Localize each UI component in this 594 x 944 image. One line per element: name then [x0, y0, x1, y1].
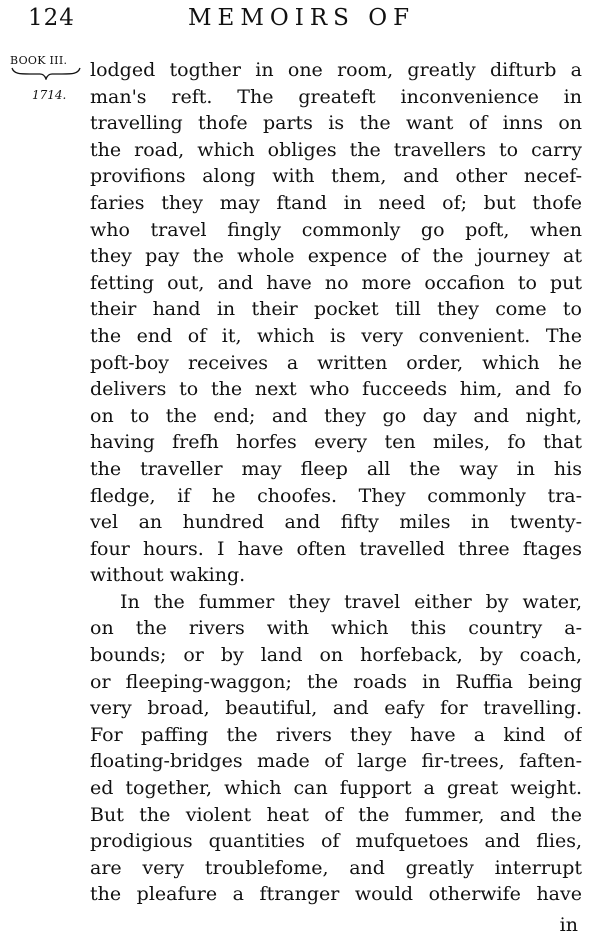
margin-note-book: BOOK III.: [10, 54, 68, 67]
text-line: vel an hundred and fifty miles in twenty-: [90, 511, 582, 534]
margin-note-year: 1714.: [32, 88, 67, 102]
text-line: faries they may ftand in need of; but thofe: [90, 191, 582, 214]
text-line: four hours. I have often travelled three ftages: [90, 537, 582, 560]
text-line: are very troublefome, and greatly interrupt: [90, 856, 582, 879]
text-line: the end of it, which is very convenient. The: [90, 324, 582, 347]
text-line: the road, which obliges the travellers to carry: [90, 138, 582, 161]
text-line: man's reft. The greateft inconvenience in: [90, 85, 582, 108]
text-line: In the fummer they travel either by water,: [120, 590, 582, 613]
text-line: travelling thofe parts is the want of inns on: [90, 112, 582, 135]
text-line: or fleeping-waggon; the roads in Ruffia being: [90, 670, 582, 693]
text-line: on to the end; and they go day and night,: [90, 404, 582, 427]
running-head-title: MEMOIRS OF: [188, 5, 416, 31]
text-line: on the rivers with which this country a-: [90, 617, 582, 640]
text-line: But the violent heat of the fummer, and the: [90, 803, 582, 826]
text-line: For paffing the rivers they have a kind of: [90, 723, 582, 746]
text-line: poft-boy receives a written order, which he: [90, 351, 582, 374]
text-line: bounds; or by land on horfeback, by coach,: [90, 644, 582, 667]
text-line: delivers to the next who fucceeds him, and fo: [90, 378, 582, 401]
catchword: in: [559, 914, 578, 936]
text-line: fledge, if he choofes. They commonly tra-: [90, 484, 582, 507]
text-line: the pleafure a ftranger would otherwife have: [90, 883, 582, 906]
text-line: the traveller may fleep all the way in his: [90, 457, 582, 480]
text-line: floating-bridges made of large fir-trees, faften-: [90, 750, 582, 773]
text-line: without waking.: [90, 564, 246, 587]
text-line: provifions along with them, and other necef-: [90, 165, 582, 188]
text-line: fetting out, and have no more occafion to put: [90, 271, 582, 294]
text-line: having frefh horfes every ten miles, fo that: [90, 431, 582, 454]
body-text: [90, 57, 582, 908]
page-number: 124: [28, 5, 75, 31]
text-line: they pay the whole expence of the journey at: [90, 245, 582, 268]
text-line: their hand in their pocket till they come to: [90, 298, 582, 321]
text-line: who travel fingly commonly go poft, when: [90, 218, 582, 241]
text-line: ed together, which can fupport a great weight.: [90, 777, 582, 800]
margin-brace-icon: [10, 66, 82, 80]
text-line: very broad, beautiful, and eafy for travelling.: [90, 697, 582, 720]
text-line: prodigious quantities of mufquetoes and flies,: [90, 830, 582, 853]
paragraph: [90, 57, 582, 589]
text-line: lodged togther in one room, greatly difturb a: [90, 59, 582, 81]
paragraph: [90, 589, 582, 908]
